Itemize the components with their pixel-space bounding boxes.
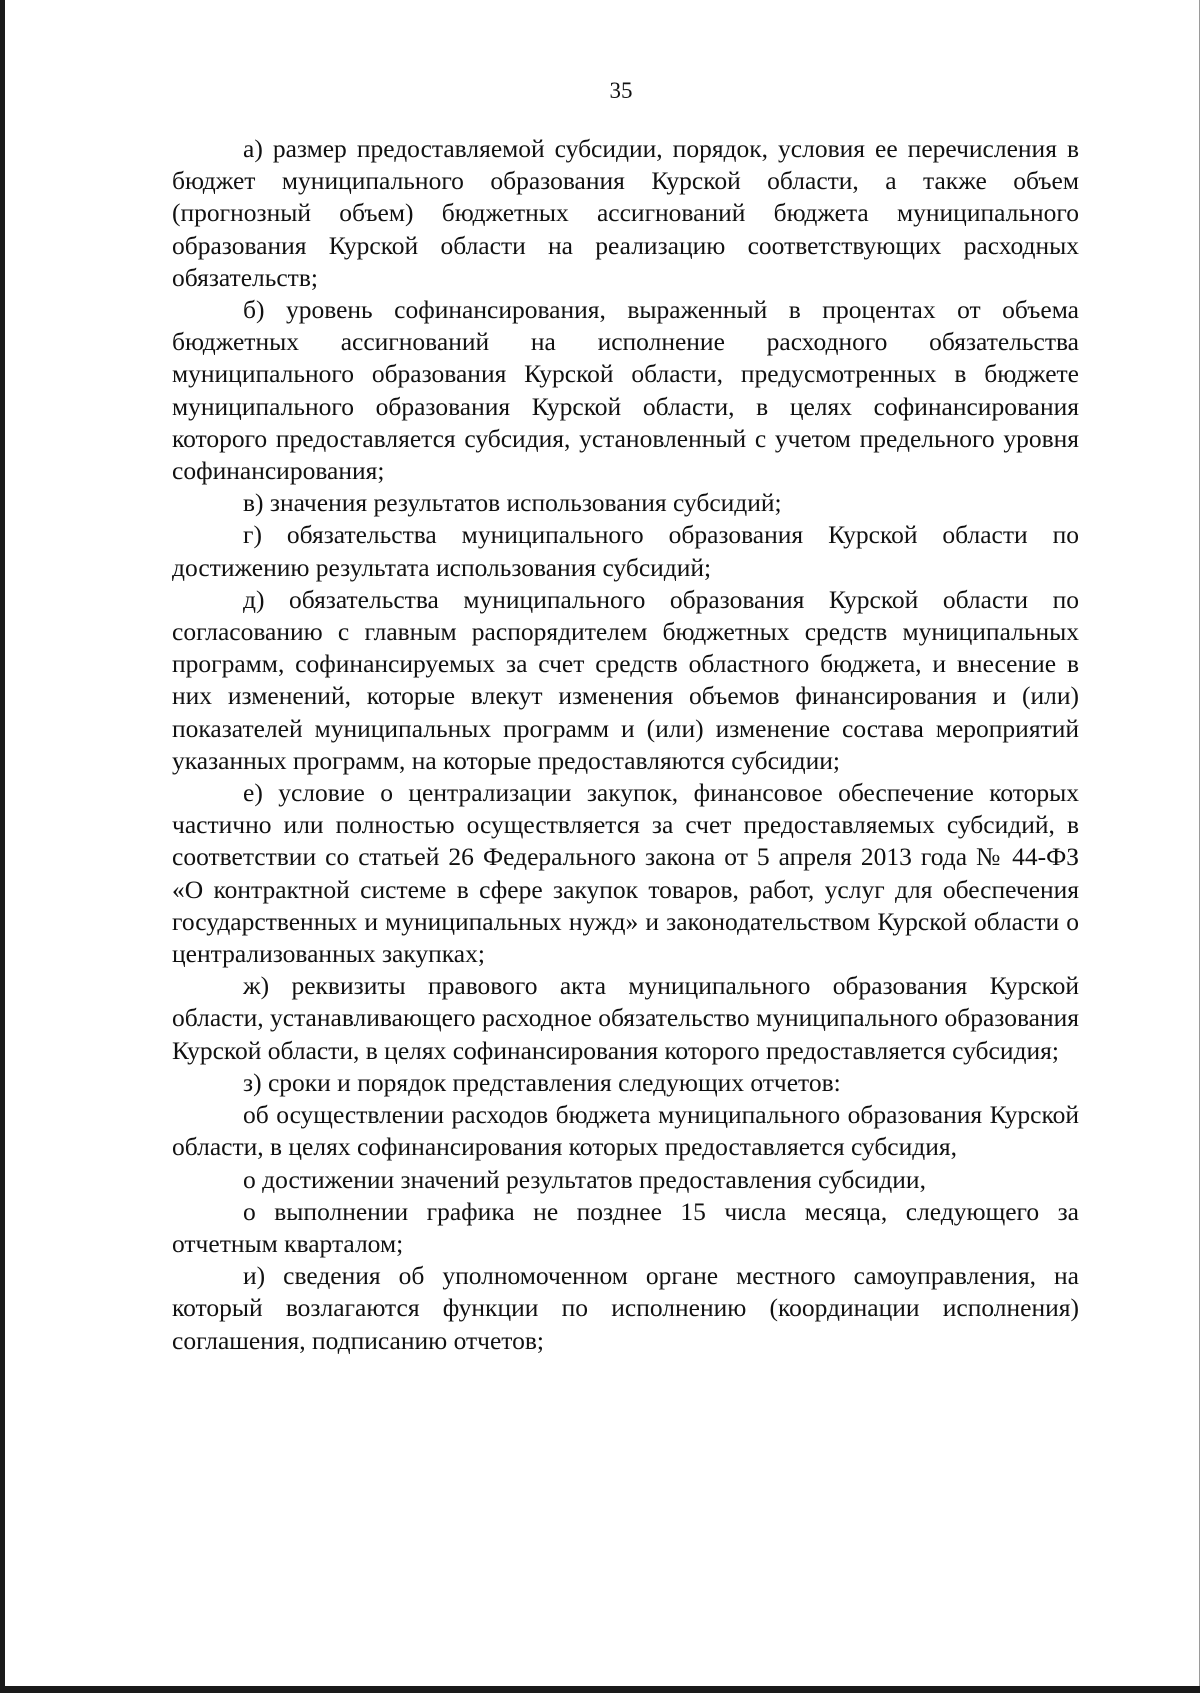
paragraph-a: а) размер предоставляемой субсидии, порядок, условия ее перечисления в бюджет муниципального образования Курской области, а также объем (прогнозный объем) бюджетных ассигнований бюджета муниципального образования Курской области на реализацию соответствующих расходных обязательств; [172,134,1079,292]
document-body [172,133,1079,1357]
paragraph-v: в) значения результатов использования субсидий; [243,488,782,518]
paragraph-i: и) сведения об уполномоченном органе местного самоуправления, на который возлагаются функции по исполнению (координации исполнения) соглашения, подписанию отчетов; [172,1261,1079,1355]
paragraph-g: г) обязательства муниципального образования Курской области по достижению результата использования субсидий; [172,520,1079,582]
scan-edge-left [0,0,5,1693]
report-item-results: о достижении значений результатов предоставления субсидии, [243,1164,926,1194]
paragraph-z: з) сроки и порядок представления следующих отчетов: [243,1067,841,1097]
paragraph-b: б) уровень софинансирования, выраженный в процентах от объема бюджетных ассигнований на исполнение расходного обязательства муниципального образования Курской области, предусмотренных в бюджете муниципального образования Курской области, в целях софинансирования которого предоставляется субсидия, установленный с учетом предельного уровня софинансирования; [172,295,1079,486]
paragraph-zh: ж) реквизиты правового акта муниципального образования Курской области, устанавливающего расходное обязательство муниципального образования Курской области, в целях софинансирования которого предоставляется субсидия; [172,971,1079,1065]
paragraph-d: д) обязательства муниципального образования Курской области по согласованию с главным распорядителем бюджетных средств муниципальных программ, софинансируемых за счет средств областного бюджета, и внесение в них изменений, которые влекут изменения объемов финансирования и (или) показателей муниципальных программ и (или) изменение состава мероприятий указанных программ, на которые предоставляются субсидии; [172,584,1079,775]
scan-edge-bottom [0,1686,1200,1693]
report-item-schedule: о выполнении графика не позднее 15 числа месяца, следующего за отчетным кварталом; [172,1196,1079,1258]
page-number: 35 [609,78,633,103]
report-item-expenditures: об осуществлении расходов бюджета муниципального образования Курской области, в целях софинансирования которых предоставляется субсидия, [172,1100,1079,1162]
paragraph-e: е) условие о централизации закупок, финансовое обеспечение которых частично или полностью осуществляется за счет предоставляемых субсидий, в соответствии со статьей 26 Федерального закона от 5 апреля 2013 года № 44-ФЗ «О контрактной системе в сфере закупок товаров, работ, услуг для обеспечения государственных и муниципальных нужд» и законодательством Курской области о централизованных закупках; [172,778,1079,969]
